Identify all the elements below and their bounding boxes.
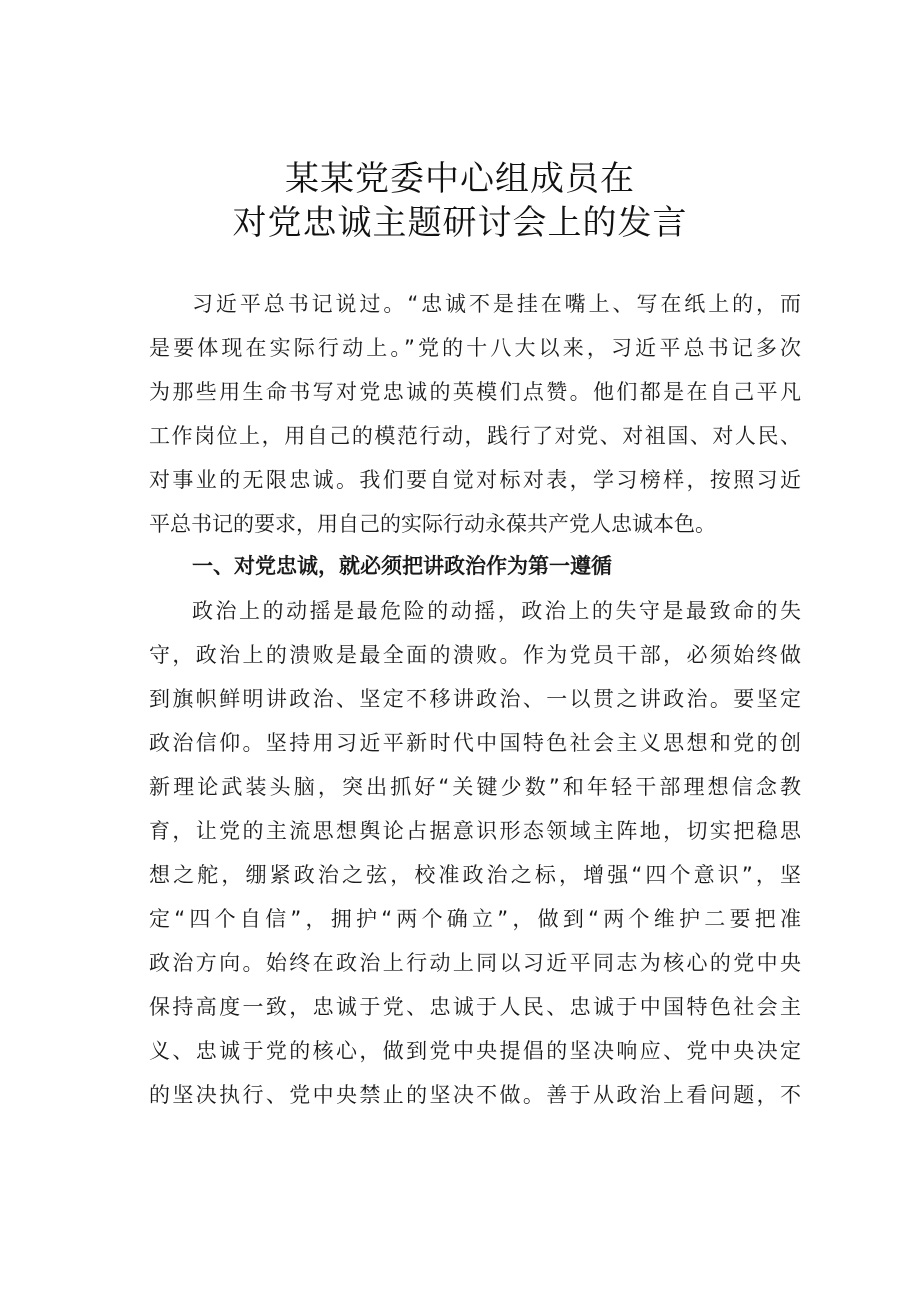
section-heading-1: 一、对党忠诚，就必须把讲政治作为第一遵循 xyxy=(192,554,612,578)
paragraph-2-line: 政治方向。始终在政治上行动上同以习近平同志为核心的党中央 xyxy=(149,951,801,975)
paragraph-2-line: 政治信仰。坚持用习近平新时代中国特色社会主义思想和党的创 xyxy=(149,731,801,755)
paragraph-2-line: 定“四个自信”，拥护“两个确立”，做到“两个维护二要把准 xyxy=(149,907,801,931)
paragraph-1-line: 工作岗位上，用自己的模范行动，践行了对党、对祖国、对人民、 xyxy=(149,424,801,448)
paragraph-2-line: 育，让党的主流思想舆论占据意识形态领域主阵地，切实把稳思 xyxy=(149,819,801,843)
paragraph-2-line: 保持高度一致，忠诚于党、忠诚于人民、忠诚于中国特色社会主 xyxy=(149,995,801,1019)
paragraph-2-line: 想之舵，绷紧政治之弦，校准政治之标，增强“四个意识”，坚 xyxy=(149,863,801,887)
paragraph-2-line: 政治上的动摇是最危险的动摇，政治上的失守是最致命的失 xyxy=(192,599,801,623)
document-title-line-2: 对党忠诚主题研讨会上的发言 xyxy=(232,203,688,243)
paragraph-2-line: 义、忠诚于党的核心，做到党中央提倡的坚决响应、党中央决定 xyxy=(149,1039,801,1063)
paragraph-2-line: 新理论武装头脑，突出抓好“关键少数”和年轻干部理想信念教 xyxy=(149,775,801,799)
paragraph-2-line: 守，政治上的溃败是最全面的溃败。作为党员干部，必须始终做 xyxy=(149,643,801,667)
paragraph-1-line: 为那些用生命书写对党忠诚的英模们点赞。他们都是在自己平凡 xyxy=(149,380,801,404)
paragraph-1-line: 习近平总书记说过。“忠诚不是挂在嘴上、写在纸上的，而 xyxy=(192,292,801,316)
paragraph-2-line: 的坚决执行、党中央禁止的坚决不做。善于从政治上看问题，不 xyxy=(149,1083,801,1107)
paragraph-1-line: 对事业的无限忠诚。我们要自觉对标对表，学习榜样，按照习近 xyxy=(149,468,801,492)
paragraph-2-line: 到旗帜鲜明讲政治、坚定不移讲政治、一以贯之讲政治。要坚定 xyxy=(149,687,801,711)
paragraph-1-line: 是要体现在实际行动上。”党的十八大以来，习近平总书记多次 xyxy=(149,336,801,360)
paragraph-1-line: 平总书记的要求，用自己的实际行动永葆共产党人忠诚本色。 xyxy=(149,512,716,536)
document-title-line-1: 某某党委中心组成员在 xyxy=(285,159,635,199)
